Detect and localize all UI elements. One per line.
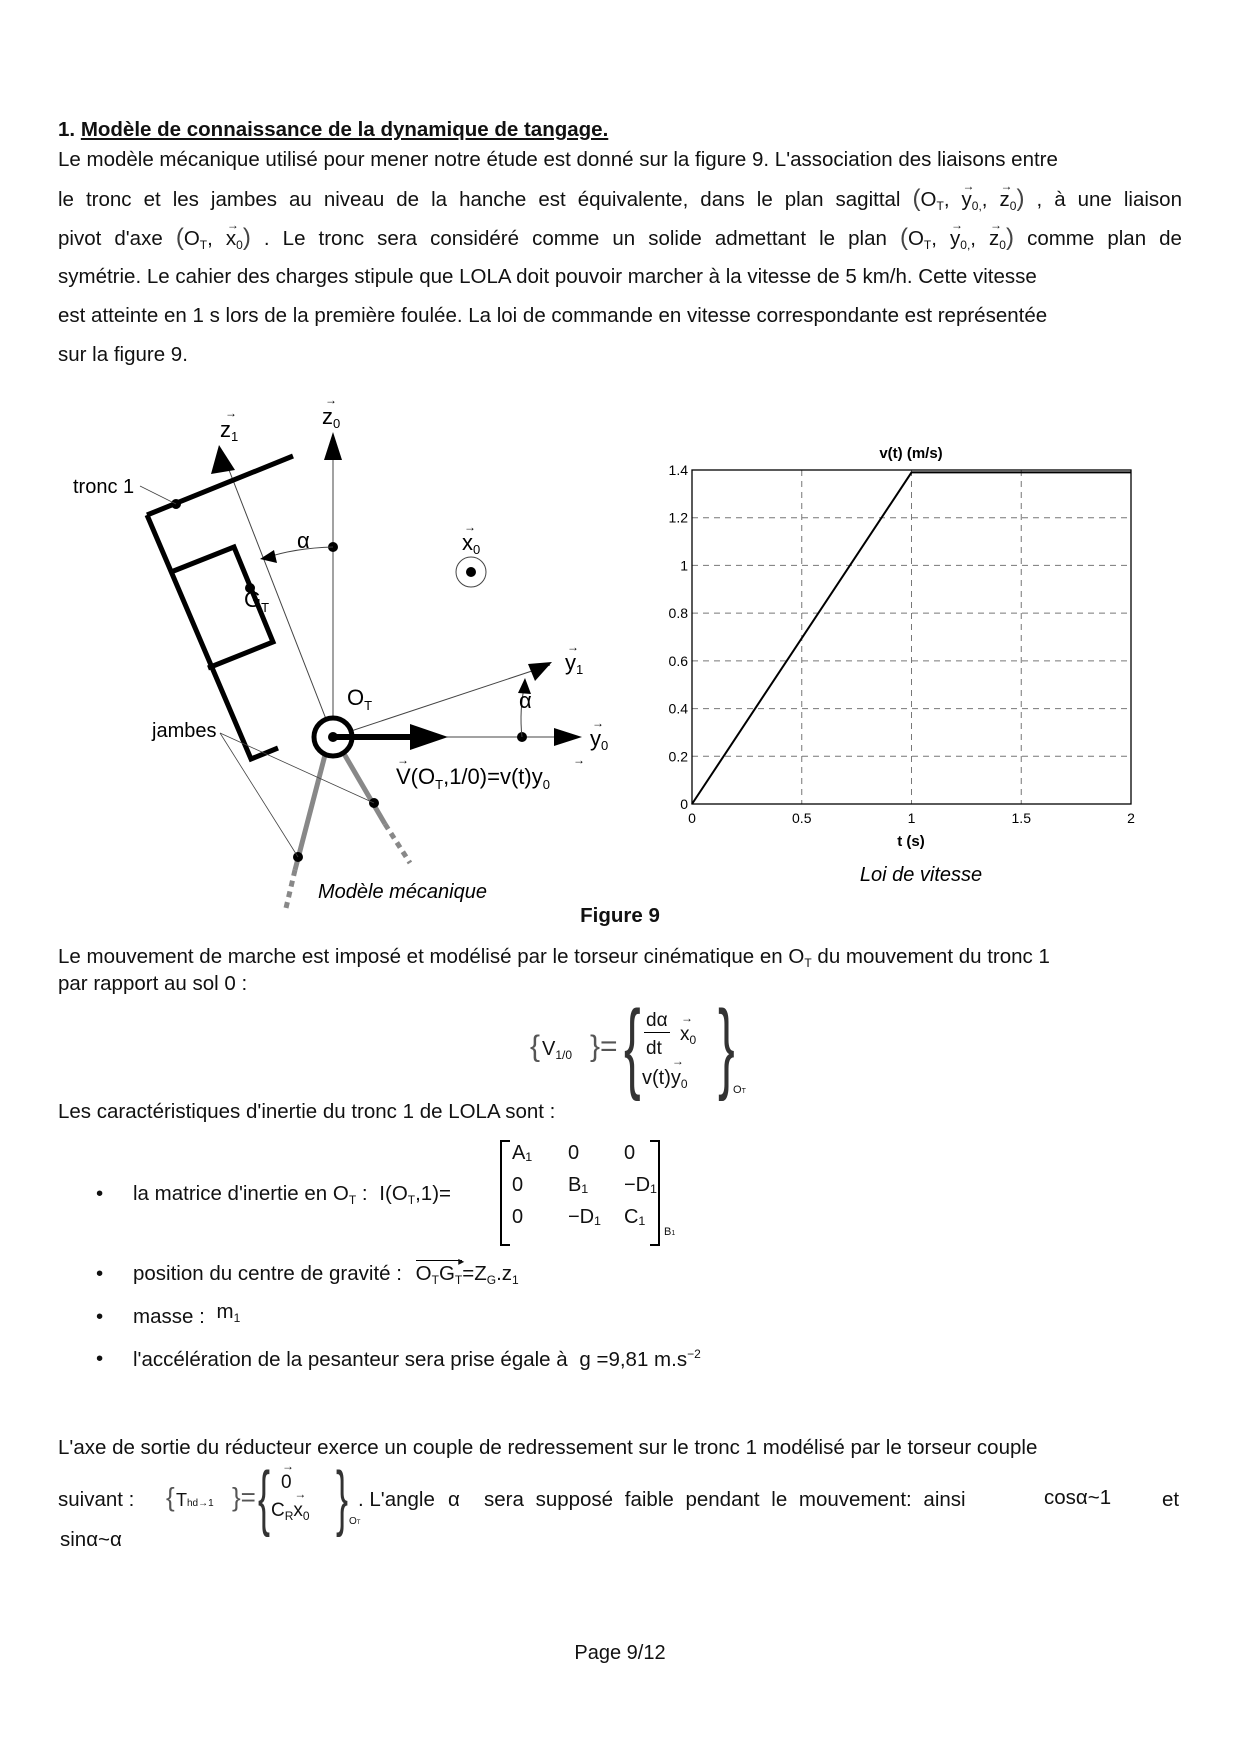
couple-torsor: { Thd→1 }= { → 0 $C_R\to x_0$ } OT bbox=[166, 1470, 396, 1530]
intro-line-4: symétrie. Le cahier des charges stipule que LOLA doit pouvoir marcher à la vitesse de 5 km/h. Cette vitesse bbox=[58, 265, 1037, 288]
y-tick-label: 1 bbox=[680, 557, 688, 574]
inertia-heading: Les caractéristiques d'inertie du tronc 1 de LOLA sont : bbox=[58, 1100, 556, 1123]
bullet-icon: • bbox=[96, 1347, 104, 1370]
matrix-cell: −D₁ bbox=[624, 1174, 657, 1196]
svg-text:→: → bbox=[573, 753, 585, 767]
chart-xlabel: t (s) bbox=[897, 833, 925, 850]
inertia-matrix: A₁ 0 0 0 B₁ −D₁ 0 −D₁ C₁ B1 bbox=[500, 1140, 700, 1244]
velocity-chart bbox=[640, 430, 1180, 900]
y-tick-label: 1.2 bbox=[668, 509, 688, 526]
velocity-arrow-icon bbox=[410, 724, 448, 750]
label-y0: y0 bbox=[590, 726, 609, 753]
intro-line-2: le tronc et les jambes au niveau de la hanche est équivalente, dans le plan sagittal ($O_T$, → $y_{0,}$, → $z_0$) , à une liaison bbox=[58, 179, 1182, 226]
y-tick-label: 0.6 bbox=[668, 652, 688, 669]
matrix-cell: C₁ bbox=[624, 1206, 646, 1228]
label-y1: y1 bbox=[565, 650, 584, 677]
bullet-gravity: position du centre de gravité : ▸ $O_TG_T=Z_G.z_1$ bbox=[133, 1254, 519, 1287]
bullet-g: l'accélération de la pesanteur sera prise égale à g =9,81 $m.s^{-2}$ bbox=[133, 1347, 701, 1371]
y-tick-label: 0.2 bbox=[668, 748, 688, 765]
mechanical-model-diagram bbox=[60, 390, 660, 920]
z1-axis bbox=[222, 452, 333, 737]
label-tronc: tronc 1 bbox=[73, 476, 135, 498]
section-number: 1. bbox=[58, 118, 76, 141]
sin-approximation: sinα~α bbox=[60, 1528, 122, 1551]
figure-title: Figure 9 bbox=[580, 904, 660, 927]
matrix-cell: 0 bbox=[512, 1206, 524, 1228]
bullet-matrix-label: la matrice d'inertie en $O_T$ : $I(O_T,1)=$ bbox=[133, 1182, 452, 1207]
svg-text:→: → bbox=[397, 753, 409, 767]
label-jambes: jambes bbox=[152, 720, 217, 742]
x-tick-label: 1 bbox=[907, 810, 916, 826]
gravity-vector: ▸ $O_TG_T$ bbox=[415, 1254, 465, 1287]
diagram-caption: Modèle mécanique bbox=[318, 881, 487, 903]
plane-notation: ($O_T$, → $y_{0,}$, → $z_0$) bbox=[913, 188, 1025, 211]
legs bbox=[295, 752, 385, 870]
y-tick-label: 0 bbox=[680, 796, 688, 812]
chart-title: v(t) (m/s) bbox=[879, 445, 943, 462]
bullet-mass: masse : $m_1$ bbox=[133, 1300, 241, 1328]
matrix-cell: −D₁ bbox=[568, 1206, 601, 1228]
label-alpha: α bbox=[519, 688, 532, 713]
matrix-cell: B₁ bbox=[568, 1174, 589, 1196]
z1-arrow-icon bbox=[211, 445, 235, 474]
label-x0: x0 bbox=[462, 530, 481, 557]
matrix-cell: A₁ bbox=[512, 1142, 533, 1164]
chart-grid bbox=[692, 470, 1131, 804]
svg-text:→: → bbox=[325, 393, 337, 407]
svg-text:→: → bbox=[592, 716, 604, 730]
label-gt: $G_T$ bbox=[244, 587, 270, 615]
page-number: Page 9/12 bbox=[574, 1642, 666, 1664]
label-ot: $O_T$ bbox=[347, 685, 373, 713]
chart-caption: Loi de vitesse bbox=[859, 864, 983, 886]
intro-line-1: Le modèle mécanique utilisé pour mener notre étude est donné sur la figure 9. L'association des liaisons entre bbox=[58, 148, 1058, 171]
intro-line-5: est atteinte en 1 s lors de la première foulée. La loi de commande en vitesse correspondante est représentée bbox=[58, 304, 1048, 327]
label-z1: z1 bbox=[220, 417, 239, 444]
y1-arrow-icon bbox=[528, 662, 552, 681]
x-tick-label: 1.5 bbox=[1011, 810, 1031, 826]
intro-line-6: sur la figure 9. bbox=[58, 343, 188, 366]
y0-arrow-icon bbox=[554, 728, 582, 746]
symmetry-plane-notation: ($O_T$, → $y_{0,}$, → $z_0$) bbox=[900, 227, 1014, 250]
motion-line-2: par rapport au sol 0 : bbox=[58, 972, 248, 995]
x-tick-label: 0.5 bbox=[792, 810, 812, 826]
svg-text:→: → bbox=[225, 406, 237, 420]
couple-line-2: suivant : { Thd→1 }= { → 0 $C_R\to x_0$ } OT . L'angle α sera supposé faible pendant le mouvement: ainsi cosα~1 et bbox=[58, 1470, 1182, 1530]
trunk-body bbox=[147, 456, 293, 759]
svg-text:→: → bbox=[464, 520, 476, 534]
matrix-cell: 0 bbox=[568, 1142, 580, 1164]
y-tick-label: 0.4 bbox=[668, 700, 688, 717]
x-tick-label: 0 bbox=[688, 810, 696, 826]
axis-notation: ($O_T$, → $x_0$) bbox=[176, 227, 251, 250]
section-heading: Modèle de connaissance de la dynamique de tangage. bbox=[80, 118, 609, 141]
matrix-cell: 0 bbox=[624, 1142, 636, 1164]
x-tick-label: 2 bbox=[1127, 810, 1135, 826]
velocity-equation: $V(O_T,1/0)=v(t)y_0$ bbox=[396, 764, 550, 792]
bullet-icon: • bbox=[96, 1305, 104, 1328]
y-tick-label: 0.8 bbox=[668, 605, 688, 622]
intro-line-3: pivot d'axe ($O_T$, → $x_0$) . Le tronc sera considéré comme un solide admettant le plan ($O_T$, → $y_{0,}$, → $z_0$) comme plan de bbox=[58, 218, 1182, 265]
motion-line-1: Le mouvement de marche est imposé et modélisé par le torseur cinématique en $O_T$ du mouvement du tronc 1 bbox=[58, 945, 1050, 970]
svg-text:→: → bbox=[567, 640, 579, 654]
kinematic-torsor: { $V_{1/0}$ }= { dα dt → $x_0$ $v(t)\to y_0$ } OT bbox=[528, 1000, 758, 1110]
bullet-icon: • bbox=[96, 1262, 104, 1285]
z0-arrow-icon bbox=[324, 432, 342, 460]
matrix-cell: 0 bbox=[512, 1174, 524, 1196]
label-z0: z0 bbox=[322, 404, 341, 431]
bullet-icon: • bbox=[96, 1182, 104, 1205]
section-title bbox=[58, 118, 608, 142]
y-tick-label: 1.4 bbox=[668, 462, 688, 478]
label-alpha: α bbox=[297, 528, 310, 553]
couple-line-1: L'axe de sortie du réducteur exerce un couple de redressement sur le tronc 1 modélisé par le torseur couple bbox=[58, 1436, 1038, 1459]
